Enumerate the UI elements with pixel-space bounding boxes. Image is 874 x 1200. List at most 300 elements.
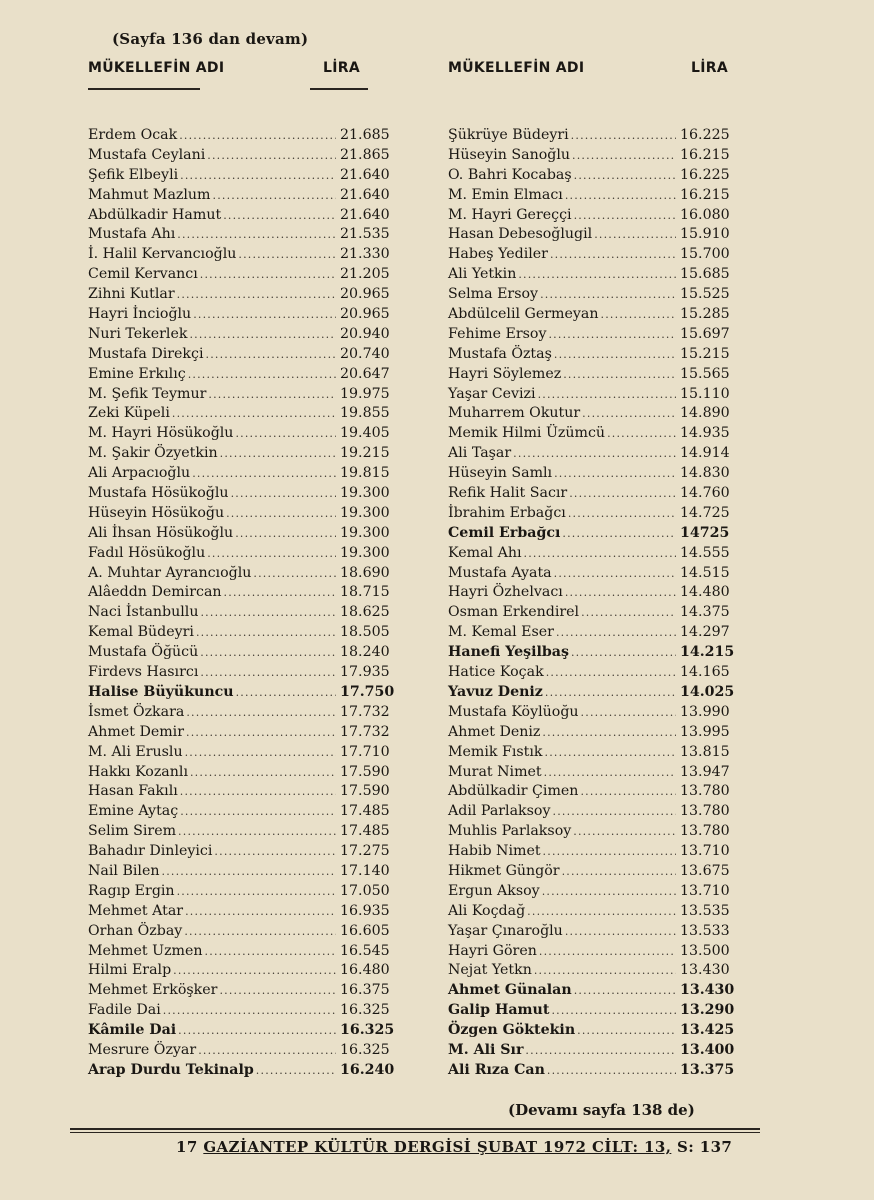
taxpayer-name: Zihni Kutlar <box>88 286 175 303</box>
leader-dots <box>214 842 336 862</box>
tax-amount: 15.565 <box>680 365 730 382</box>
leader-dots <box>547 1061 676 1081</box>
left-column <box>88 58 398 1078</box>
tax-amount: 13.533 <box>680 922 730 939</box>
list-item <box>448 1041 738 1061</box>
leader-dots <box>525 1041 676 1061</box>
list-item <box>448 1021 738 1041</box>
leader-dots <box>172 404 336 424</box>
taxpayer-name: M. Kemal Eser <box>448 624 554 641</box>
tax-amount: 13.815 <box>680 743 730 760</box>
tax-amount: 13.400 <box>680 1041 735 1058</box>
list-item <box>448 703 738 723</box>
left-header-amount: LİRA <box>323 60 360 76</box>
leader-dots <box>178 1021 336 1041</box>
leader-dots <box>177 285 336 305</box>
leader-dots <box>189 325 336 345</box>
tax-amount: 13.990 <box>680 703 730 720</box>
leader-dots <box>580 782 676 802</box>
list-item <box>88 603 398 623</box>
taxpayer-name: Halise Büyükuncu <box>88 683 234 700</box>
list-item <box>88 126 398 146</box>
tax-amount: 16.605 <box>340 922 390 939</box>
leader-dots <box>188 365 336 385</box>
list-item <box>88 325 398 345</box>
list-item <box>448 385 738 405</box>
taxpayer-name: Galip Hamut <box>448 1002 550 1019</box>
leader-dots <box>565 583 676 603</box>
tax-amount: 16.080 <box>680 206 730 223</box>
taxpayer-name: Nail Bilen <box>88 862 160 879</box>
tax-amount: 14.830 <box>680 465 730 482</box>
taxpayer-name: Ergun Aksoy <box>448 882 540 899</box>
leader-dots <box>231 484 336 504</box>
tax-amount: 16.215 <box>680 186 730 203</box>
taxpayer-name: İbrahim Erbağcı <box>448 504 566 521</box>
list-item <box>88 424 398 444</box>
tax-amount: 16.375 <box>340 982 390 999</box>
tax-amount: 20.647 <box>340 365 390 382</box>
taxpayer-name: M. Şakir Özyetkin <box>88 445 218 462</box>
leader-dots <box>568 504 676 524</box>
list-item <box>448 862 738 882</box>
tax-amount: 17.485 <box>340 823 390 840</box>
list-item <box>448 882 738 902</box>
leader-dots <box>186 723 336 743</box>
list-item <box>88 961 398 981</box>
leader-dots <box>190 763 336 783</box>
list-item <box>448 126 738 146</box>
taxpayer-name: M. Hayri Hösükoğlu <box>88 425 234 442</box>
leader-dots <box>196 623 336 643</box>
taxpayer-name: M. Ali Eruslu <box>88 743 183 760</box>
leader-dots <box>571 126 676 146</box>
list-item <box>88 544 398 564</box>
list-item <box>448 424 738 444</box>
list-item <box>448 961 738 981</box>
list-item <box>88 763 398 783</box>
list-item <box>88 146 398 166</box>
list-item <box>88 623 398 643</box>
leader-dots <box>542 882 676 902</box>
list-item <box>448 603 738 623</box>
taxpayer-name: Ahmet Demir <box>88 723 184 740</box>
taxpayer-name: Kemal Ahı <box>448 544 522 561</box>
leader-dots <box>200 643 336 663</box>
leader-dots <box>235 524 336 544</box>
leader-dots <box>178 822 336 842</box>
leader-dots <box>198 1041 336 1061</box>
leader-dots <box>582 404 676 424</box>
footer-rule-top <box>70 1128 760 1130</box>
tax-amount: 17.140 <box>340 862 390 879</box>
tax-amount: 13.995 <box>680 723 730 740</box>
tax-amount: 21.685 <box>340 127 390 143</box>
tax-amount: 14.555 <box>680 544 730 561</box>
list-item <box>448 504 738 524</box>
leader-dots <box>184 922 336 942</box>
list-item <box>448 1001 738 1021</box>
tax-amount: 17.050 <box>340 882 390 899</box>
leader-dots <box>213 186 336 206</box>
list-item <box>448 305 738 325</box>
tax-amount: 13.780 <box>680 803 730 820</box>
tax-amount: 18.505 <box>340 624 390 641</box>
right-rows <box>448 126 738 1081</box>
taxpayer-name: A. Muhtar Ayrancıoğlu <box>88 564 252 581</box>
list-item <box>448 444 738 464</box>
leader-dots <box>253 564 336 584</box>
list-item <box>448 345 738 365</box>
leader-dots <box>185 902 336 922</box>
tax-amount: 14.914 <box>680 445 730 462</box>
taxpayer-name: Mustafa Ceylani <box>88 146 206 163</box>
tax-amount: 19.300 <box>340 485 390 502</box>
taxpayer-name: Ali Rıza Can <box>448 1061 545 1078</box>
taxpayer-name: Mustafa Ahı <box>88 226 176 243</box>
leader-dots <box>163 1001 336 1021</box>
leader-dots <box>192 464 336 484</box>
tax-amount: 21.640 <box>340 186 390 203</box>
leader-dots <box>544 763 676 783</box>
tax-amount: 16.325 <box>340 1041 390 1058</box>
list-item <box>448 623 738 643</box>
tax-amount: 15.910 <box>680 226 730 243</box>
list-item <box>88 245 398 265</box>
list-item <box>448 325 738 345</box>
left-header-rule-name <box>88 88 200 90</box>
taxpayer-name: Hayri Söylemez <box>448 365 562 382</box>
taxpayer-name: Nuri Tekerlek <box>88 325 188 342</box>
taxpayer-name: Nejat Yetkn <box>448 962 532 979</box>
taxpayer-name: Naci İstanbullu <box>88 604 199 621</box>
taxpayer-name: Abdülcelil Germeyan <box>448 306 599 323</box>
list-item <box>88 345 398 365</box>
list-item <box>448 206 738 226</box>
tax-amount: 13.500 <box>680 942 730 959</box>
list-item <box>88 822 398 842</box>
taxpayer-name: Mustafa Ayata <box>448 564 552 581</box>
leader-dots <box>513 444 676 464</box>
list-item <box>448 1061 738 1081</box>
list-item <box>448 245 738 265</box>
tax-amount: 15.697 <box>680 325 730 342</box>
leader-dots <box>200 265 336 285</box>
list-item <box>448 981 738 1001</box>
leader-dots <box>185 743 336 763</box>
taxpayer-name: Mehmet Erköşker <box>88 982 218 999</box>
taxpayer-name: M. Emin Elmacı <box>448 186 563 203</box>
list-item <box>88 703 398 723</box>
tax-amount: 21.205 <box>340 266 390 283</box>
leader-dots <box>206 345 337 365</box>
tax-amount: 13.947 <box>680 763 730 780</box>
list-item <box>88 265 398 285</box>
taxpayer-name: Mesrure Özyar <box>88 1041 197 1058</box>
footer-journal-title: GAZİANTEP KÜLTÜR DERGİSİ ŞUBAT 1972 CİLT: 13, <box>203 1138 672 1156</box>
leader-dots <box>180 782 336 802</box>
leader-dots <box>180 166 336 186</box>
tax-amount: 16.325 <box>340 1022 395 1039</box>
taxpayer-name: Fehime Ersoy <box>448 325 547 342</box>
leader-dots <box>577 1021 676 1041</box>
leader-dots <box>571 643 676 663</box>
leader-dots <box>205 942 336 962</box>
tax-amount: 14.215 <box>680 644 735 661</box>
taxpayer-name: Mehmet Atar <box>88 902 184 919</box>
taxpayer-name: Ali Koçdağ <box>448 902 526 919</box>
taxpayer-name: Zeki Küpeli <box>88 405 170 422</box>
list-item <box>88 1001 398 1021</box>
taxpayer-name: Orhan Özbay <box>88 922 183 939</box>
footer-page-number: 17 <box>176 1138 198 1156</box>
list-item <box>88 743 398 763</box>
tax-amount: 21.640 <box>340 166 390 183</box>
tax-amount: 18.715 <box>340 584 390 601</box>
tax-amount: 16.325 <box>340 1002 390 1019</box>
list-item <box>88 862 398 882</box>
tax-amount: 20.940 <box>340 325 390 342</box>
taxpayer-name: Alâeddn Demircan <box>88 584 222 601</box>
taxpayer-name: Hatice Koçak <box>448 664 544 681</box>
leader-dots <box>207 544 336 564</box>
tax-amount: 17.935 <box>340 664 390 681</box>
tax-amount: 13.675 <box>680 862 730 879</box>
leader-dots <box>573 822 676 842</box>
list-item <box>88 206 398 226</box>
list-item <box>88 365 398 385</box>
tax-amount: 16.480 <box>340 962 390 979</box>
list-item <box>448 225 738 245</box>
taxpayer-name: Şükrüye Büdeyri <box>448 127 569 143</box>
leader-dots <box>177 225 336 245</box>
list-item <box>448 146 738 166</box>
leader-dots <box>562 524 676 544</box>
tax-amount: 18.240 <box>340 644 390 661</box>
tax-amount: 13.710 <box>680 843 730 860</box>
list-item <box>88 802 398 822</box>
leader-dots <box>224 583 336 603</box>
tax-amount: 16.545 <box>340 942 390 959</box>
taxpayer-name: Fadile Dai <box>88 1002 161 1019</box>
continued-note: (Sayfa 136 dan devam) <box>112 30 309 48</box>
taxpayer-name: M. Hayri Gereççi <box>448 206 572 223</box>
list-item <box>88 902 398 922</box>
taxpayer-name: M. Şefik Teymur <box>88 385 207 402</box>
tax-amount: 14.890 <box>680 405 730 422</box>
list-item <box>448 723 738 743</box>
taxpayer-name: Memik Hilmi Üzümcü <box>448 425 606 442</box>
list-item <box>448 683 738 703</box>
tax-amount: 13.710 <box>680 882 730 899</box>
tax-amount: 17.732 <box>340 723 390 740</box>
leader-dots <box>179 126 336 146</box>
tax-amount: 16.215 <box>680 146 730 163</box>
taxpayer-name: Ahmet Günalan <box>448 982 572 999</box>
leader-dots <box>186 703 336 723</box>
leader-dots <box>236 683 336 703</box>
leader-dots <box>226 504 336 524</box>
left-header-rule-amount <box>310 88 368 90</box>
left-header-name: MÜKELLEFİN ADI <box>88 60 225 76</box>
taxpayer-name: Emine Erkılıç <box>88 365 186 382</box>
leader-dots <box>235 424 336 444</box>
list-item <box>88 1041 398 1061</box>
tax-amount: 13.535 <box>680 902 730 919</box>
leader-dots <box>223 206 336 226</box>
list-item <box>88 981 398 1001</box>
list-item <box>88 385 398 405</box>
taxpayer-name: Arap Durdu Tekinalp <box>88 1061 254 1078</box>
leader-dots <box>550 245 676 265</box>
tax-amount: 19.300 <box>340 524 390 541</box>
leader-dots <box>540 285 676 305</box>
list-item <box>88 186 398 206</box>
tax-amount: 16.240 <box>340 1061 395 1078</box>
leader-dots <box>534 961 676 981</box>
taxpayer-name: Hasan Debesoğlugil <box>448 226 593 243</box>
taxpayer-name: Hüseyin Sanoğlu <box>448 146 571 163</box>
tax-amount: 21.865 <box>340 146 390 163</box>
taxpayer-name: Refik Halit Sacır <box>448 485 568 502</box>
taxpayer-name: Hanefi Yeşilbaş <box>448 644 569 661</box>
list-item <box>88 285 398 305</box>
list-item <box>88 564 398 584</box>
taxpayer-name: Ali İhsan Hösükoğlu <box>88 524 234 541</box>
leader-dots <box>180 802 336 822</box>
list-item <box>88 683 398 703</box>
tax-amount: 13.290 <box>680 1002 735 1019</box>
taxpayer-name: Fadıl Hösükoğlu <box>88 544 206 561</box>
list-item <box>448 802 738 822</box>
tax-amount: 19.300 <box>340 504 390 521</box>
list-item <box>88 504 398 524</box>
taxpayer-name: Yaşar Cevizi <box>448 385 536 402</box>
taxpayer-name: Muhlis Parlaksoy <box>448 823 572 840</box>
list-item <box>88 643 398 663</box>
tax-amount: 20.965 <box>340 286 390 303</box>
tax-amount: 13.780 <box>680 783 730 800</box>
taxpayer-name: Ali Taşar <box>448 445 512 462</box>
leader-dots <box>542 723 676 743</box>
list-item <box>448 166 738 186</box>
taxpayer-name: Osman Erkendirel <box>448 604 580 621</box>
list-item <box>448 942 738 962</box>
leader-dots <box>554 464 676 484</box>
list-item <box>88 1021 398 1041</box>
leader-dots <box>220 444 336 464</box>
list-item <box>448 663 738 683</box>
tax-amount: 14.480 <box>680 584 730 601</box>
list-item <box>448 822 738 842</box>
list-item <box>88 842 398 862</box>
footer <box>176 1138 732 1156</box>
tax-amount: 15.285 <box>680 306 730 323</box>
taxpayer-name: Hayri Gören <box>448 942 537 959</box>
list-item <box>448 643 738 663</box>
taxpayer-name: İsmet Özkara <box>88 703 185 720</box>
list-item <box>88 882 398 902</box>
taxpayer-name: Özgen Göktekin <box>448 1022 576 1039</box>
tax-amount: 18.690 <box>340 564 390 581</box>
taxpayer-name: Habib Nimet <box>448 843 541 860</box>
leader-dots <box>556 623 676 643</box>
leader-dots <box>545 683 676 703</box>
right-header-name: MÜKELLEFİN ADI <box>448 60 585 76</box>
taxpayer-name: Hayri Özhelvacı <box>448 584 563 601</box>
taxpayer-name: Ali Yetkin <box>448 266 517 283</box>
tax-amount: 14.375 <box>680 604 730 621</box>
list-item <box>88 1061 398 1081</box>
taxpayer-name: Hasan Fakılı <box>88 783 178 800</box>
tax-amount: 20.965 <box>340 306 390 323</box>
leader-dots <box>554 564 676 584</box>
tax-amount: 14.297 <box>680 624 730 641</box>
tax-amount: 17.485 <box>340 803 390 820</box>
list-item <box>448 902 738 922</box>
tax-amount: 14.935 <box>680 425 730 442</box>
leader-dots <box>219 981 336 1001</box>
tax-amount: 13.375 <box>680 1061 735 1078</box>
tax-amount: 21.535 <box>340 226 390 243</box>
tax-amount: 19.855 <box>340 405 390 422</box>
list-item <box>88 464 398 484</box>
leader-dots <box>200 663 336 683</box>
list-item <box>88 583 398 603</box>
leader-dots <box>208 385 336 405</box>
taxpayer-name: Mahmut Mazlum <box>88 186 211 203</box>
list-item <box>448 285 738 305</box>
taxpayer-name: Ragıp Ergin <box>88 882 175 899</box>
tax-amount: 21.330 <box>340 246 390 263</box>
list-item <box>448 265 738 285</box>
taxpayer-name: Kâmile Dai <box>88 1022 177 1039</box>
leader-dots <box>574 166 676 186</box>
tax-amount: 13.425 <box>680 1022 735 1039</box>
list-item <box>448 782 738 802</box>
list-item <box>88 484 398 504</box>
list-item <box>88 663 398 683</box>
tax-amount: 15.215 <box>680 345 730 362</box>
leader-dots <box>569 484 676 504</box>
leader-dots <box>565 186 676 206</box>
taxpayer-name: Abdülkadir Hamut <box>88 206 222 223</box>
leader-dots <box>574 206 676 226</box>
tax-amount: 15.685 <box>680 266 730 283</box>
leader-dots <box>177 882 336 902</box>
list-item <box>88 942 398 962</box>
right-column <box>448 58 738 1078</box>
tax-amount: 13.430 <box>680 962 730 979</box>
taxpayer-name: Hayri İncioğlu <box>88 306 192 323</box>
leader-dots <box>563 365 676 385</box>
taxpayer-name: Cemil Erbağcı <box>448 524 561 541</box>
taxpayer-name: O. Bahri Kocabaş <box>448 166 572 183</box>
taxpayer-name: Firdevs Hasırcı <box>88 664 199 681</box>
left-column-header <box>88 58 398 78</box>
left-rows <box>88 126 398 1081</box>
tax-amount: 16.225 <box>680 166 730 183</box>
taxpayer-name: Memik Fıstık <box>448 743 543 760</box>
leader-dots <box>548 325 676 345</box>
leader-dots <box>524 544 677 564</box>
list-item <box>448 524 738 544</box>
taxpayer-name: Bahadır Dinleyici <box>88 843 213 860</box>
taxpayer-name: Selma Ersoy <box>448 286 539 303</box>
list-item <box>448 922 738 942</box>
list-item <box>88 444 398 464</box>
leader-dots <box>518 265 676 285</box>
